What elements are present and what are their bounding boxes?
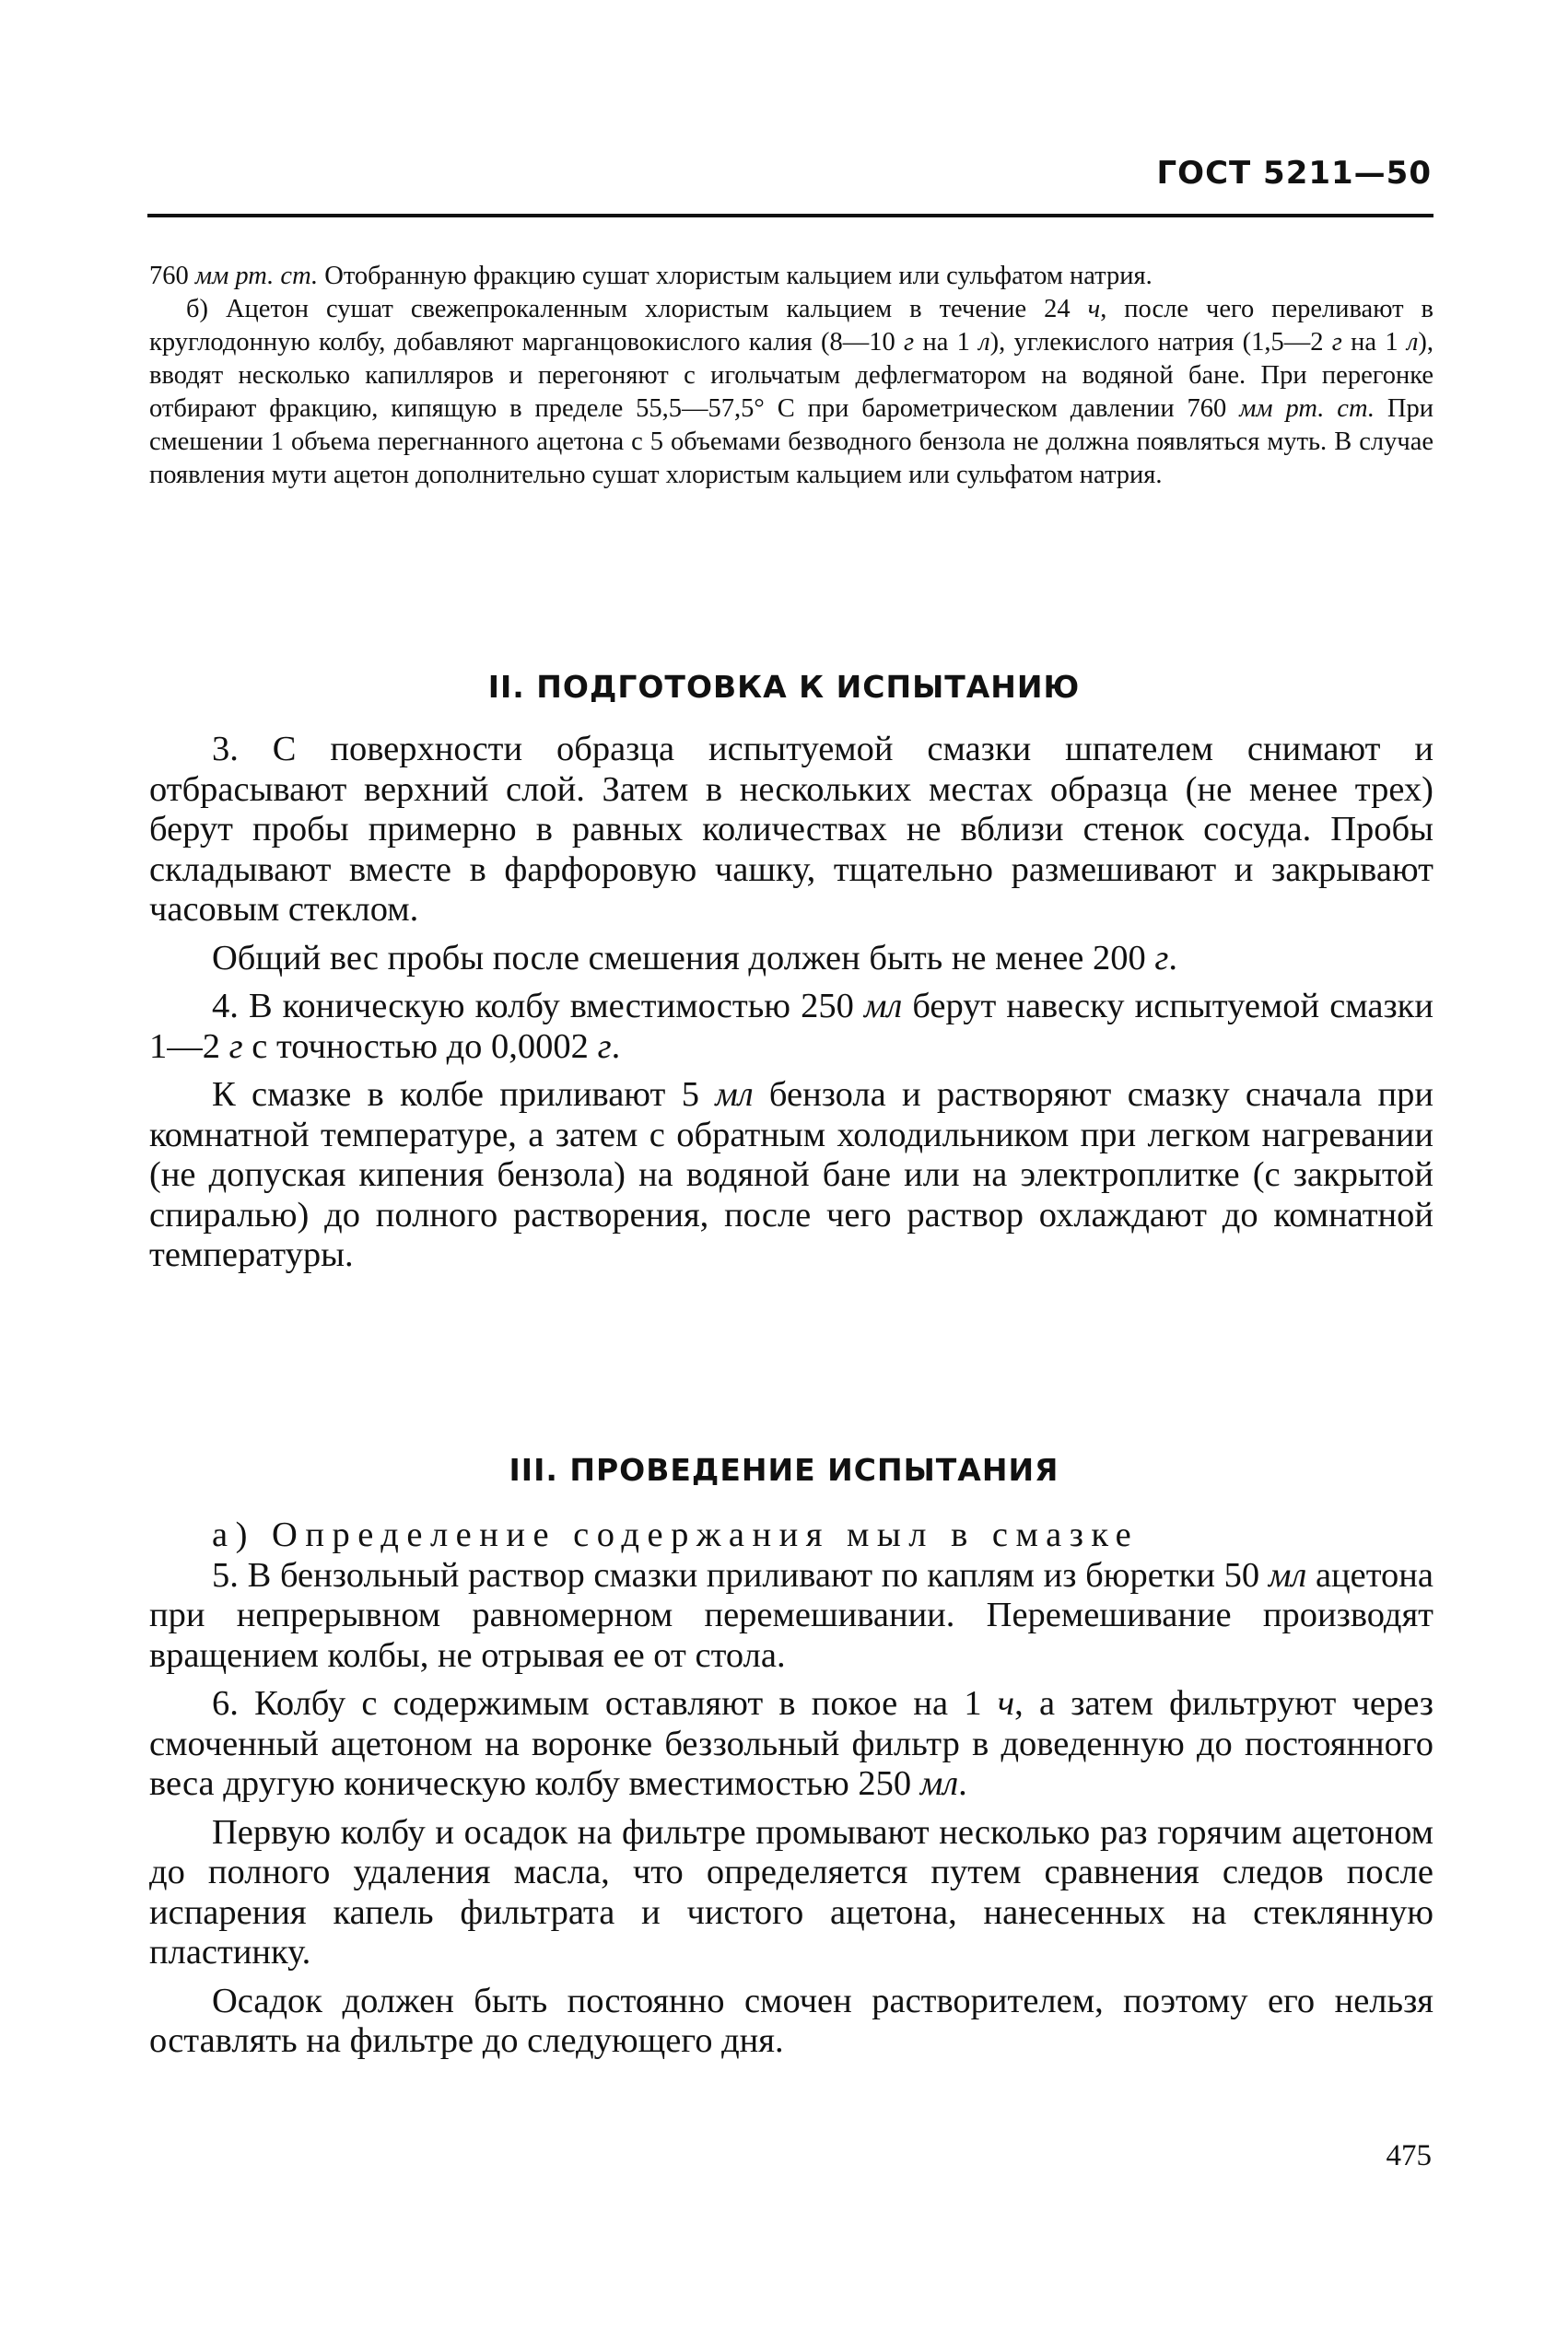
subsection-title-soap: а) Определение содержания мыл в смазке (212, 1516, 1140, 1554)
paragraph-4-dissolve: К смазке в колбе приливают 5 мл бензола и растворяют смазку сначала при комнатной температуре, а затем с обратным холодильником при легком нагревании (не допуская кипения бензола) на водяной бане или на электроплитке (с закрытой спиралью) до полного растворения, после чего раствор охлаждают до комнатной температуры. (149, 1075, 1433, 1274)
unit-italic: л (1406, 328, 1419, 357)
paragraph-3: 3. С поверхности образца испытуемой смазки шпателем снимают и отбрасывают верхний слой. Затем в нескольких местах образца (не менее трех) берут пробы примерно в равных количествах не вблизи стенок сосуда. Пробы складывают вместе в фарфоровую чашку, тщательно размешивают и закрывают часовым стеклом. (149, 730, 1433, 929)
page-number: 475 (1386, 2139, 1432, 2172)
unit-italic: г (228, 1026, 243, 1066)
paragraph-5: 5. В бензольный раствор смазки приливают по каплям из бюретки 50 мл ацетона при непрерывном равномерном перемешивании. Перемешивание производят вращением колбы, не отрывая ее от стола. (149, 1555, 1434, 1675)
paragraph-4: 4. В коническую колбу вместимостью 250 мл берут навеску испытуемой смазки 1—2 г с точностью до 0,0002 г. (149, 987, 1433, 1066)
intro-paragraph-b: б) Ацетон сушат свежепрокаленным хлористым кальцием в течение 24 ч, после чего переливают в круглодонную колбу, добавляют марганцовокислого калия (8—10 г на 1 л), углекислого натрия (1,5—2 г на 1 л), вводят несколько капилляров и перегоняют с игольчатым дефлегматором на водяной бане. При перегонке отбирают фракцию, кипящую в пределе 55,5—57,5° С при барометрическом давлении 760 мм рт. ст. При смешении 1 объема перегнанного ацетона с 5 объемами безводного бензола не должна появляться муть. В случае появления мути ацетон дополнительно сушат хлористым кальцием или сульфатом натрия. (149, 295, 1434, 489)
intro-paragraph: 760 мм рт. ст. Отобранную фракцию сушат хлористым кальцием или сульфатом натрия. (149, 262, 1153, 290)
section-preparation-body (149, 730, 1433, 1284)
section-title-preparation: II. ПОДГОТОВКА К ИСПЫТАНИЮ (487, 669, 1081, 705)
section-title-test: III. ПРОВЕДЕНИЕ ИСПЫТАНИЯ (509, 1452, 1059, 1488)
paragraph-6-wash: Первую колбу и осадок на фильтре промывают несколько раз горячим ацетоном до полного удаления масла, что определяется путем сравнения следов после испарения капель фильтрата и чистого ацетона, нанесенных на стеклянную пластинку. (149, 1812, 1433, 1972)
unit-italic: л (978, 328, 990, 357)
unit-italic: мл (1268, 1555, 1307, 1595)
header-rule (147, 214, 1433, 217)
unit-italic: мм рт. ст. (194, 262, 319, 290)
unit-italic: ч (1087, 295, 1101, 323)
unit-italic: мм рт. ст. (1239, 394, 1375, 423)
paragraph-6: 6. Колбу с содержимым оставляют в покое на 1 ч, а затем фильтруют через смоченный ацетоном на воронке беззольный фильтр в доведенную до постоянного веса другую коническую колбу вместимостью 250 мл. (149, 1684, 1433, 1803)
unit-italic: ч (997, 1684, 1015, 1723)
intro-block (149, 260, 1433, 492)
paragraph-3-weight: Общий вес пробы после смешения должен быть не менее 200 г. (212, 938, 1178, 977)
unit-italic: мл (919, 1764, 959, 1803)
unit-italic: г (904, 328, 915, 357)
unit-italic: г (597, 1026, 612, 1066)
document-code: ГОСТ 5211—50 (1156, 155, 1432, 192)
paragraph-6-sediment: Осадок должен быть постоянно смочен растворителем, поэтому его нельзя оставлять на фильтре до следующего дня. (149, 1981, 1433, 2060)
section-test-body (149, 1516, 1433, 2070)
unit-italic: мл (863, 987, 903, 1025)
unit-italic: г (1154, 938, 1169, 977)
unit-italic: мл (715, 1075, 754, 1114)
unit-italic: г (1331, 328, 1342, 357)
